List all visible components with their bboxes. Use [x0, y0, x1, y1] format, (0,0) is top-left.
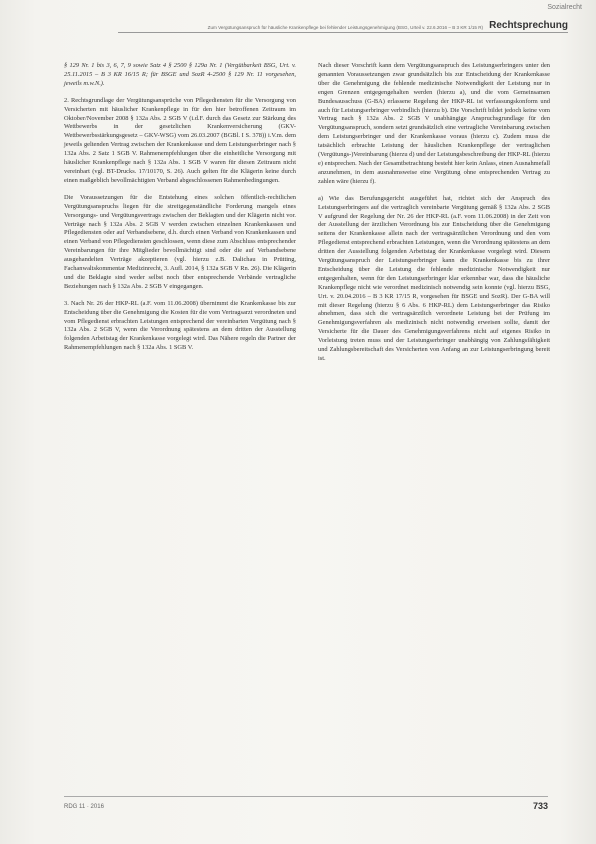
page-number: 733	[532, 801, 548, 811]
paragraph: Die Voraussetzungen für die Entstehung eines solchen öffentlich-rechtlichen Vergütungsanspruchs liegen für die streitgegenständliche Forderung mangels eines Versorgungs- und Vergütungsvertrags zwischen der Beklagten und der Klägerin nicht vor. Verträge nach § 132a Abs. 2 SGB V werden zwischen einzelnen Krankenkassen und Pflegediensten oder auf Verbandsebene, d.h. durch einen Verband von Krankenkassen und einen Verband von Pflegediensten geschlossen, wenn diese zum Abschluss entsprechender Vereinbarungen für ihre Mitglieder bevollmächtigt sind oder die auf Verbandsebene ausgehandelten Verträge akzeptieren (vgl. hierzu z.B. Dalichau in Prütting, Fachanwaltskommentar Medizinrecht, 3. Aufl. 2014, § 132a SGB V Rn. 26). Die Klägerin und die Beklagte sind weder selbst noch über entsprechende Verbände vertragliche Beziehungen nach § 132a Abs. 2 SGB V eingegangen.	[64, 193, 296, 290]
section-tag: Sozialrecht	[547, 4, 582, 11]
paragraph: 2. Rechtsgrundlage der Vergütungsansprüche von Pflegediensten für die Versorgung von Versicherten mit häuslicher Krankenpflege in für den hier betroffenen Zeitraum im Oktober/November 2008 § 132a Abs. 2 SGB V (i.d.F. durch das Gesetz zur Stärkung des Wettbewerbs in der gesetzlichen Krankenversicherung (GKV-Wettbewerbsstärkungsgesetz – GKV-WSG) vom 26.03.2007 (BGBl. I S. 378)) i.V.m. dem jeweils geltenden Vertrag zwischen der Krankenkasse und dem Leistungserbringer nach § 132a Abs. 2 Satz 1 SGB V. Rahmenempfehlungen über die einheitliche Versorgung mit häuslicher Krankenpflege nach § 132a Abs. 1 SGB V waren für diesen Zeitraum nicht vereinbart (vgl. BT-Drucks. 17/10170, S. 26). Auch gelten für die Klägerin keine durch einen maßgeblich bevollmächtigten Verband abgeschlossenen Rahmenbedingungen.	[64, 96, 296, 184]
right-column	[318, 62, 550, 372]
footer-rule	[64, 796, 548, 797]
header-subtitle: Zum Vergütungsanspruch für häusliche Krankenpflege bei fehlender Leistungsgenehmigung (BSG, Urteil v. 22.6.2016 – B 3 KR 1/15 R)	[207, 25, 484, 30]
left-column	[64, 62, 296, 361]
paragraph: Nach dieser Vorschrift kann dem Vergütungsanspruch des Leistungserbringers unter den genannten Voraussetzungen zwar grundsätzlich bis zur Entscheidung der Krankenkasse über die Genehmigung die fehlende medizinische Notwendigkeit der Leistung nur in engen Grenzen entgegengehalten werden (hierzu a), und die vom Gemeinsamen Bundesausschuss (G-BA) erlassene Regelung der HKP-RL ist verfassungskonform und auch für Leistungserbringer verbindlich (hierzu b). Die Vorschrift bildet jedoch keine vom Vertrag nach § 132a Abs. 2 SGB V unabhängige Anspruchsgrundlage für den Vergütungsanspruch, sondern setzt grundsätzlich eine vertragliche Vereinbarung zwischen dem Leistungserbringer und der Krankenkasse voraus (hierzu c). Zudem muss die tatsächlich erbrachte Leistung der häuslichen Krankenpflege der vertraglichen (Vergütungs-)Vereinbarung (hierzu d) und der Leistungsbeschreibung der HKP-RL (hierzu e) entsprechen. Nach der Gesamtbetrachtung besteht hier kein Anlass, einen Ausnahmefall anzunehmen, in dem ausnahmsweise eine Vergütung ohne entsprechenden Vertrag zu zahlen wäre (hierzu f).	[318, 62, 550, 185]
paragraph: 3. Nach Nr. 26 der HKP-RL (a.F. vom 11.06.2008) übernimmt die Krankenkasse bis zur Entscheidung über die Genehmigung die Kosten für die vom Vertragsarzt verordneten und vom Pflegedienst erbrachten Leistungen entsprechend der vereinbarten Vergütung nach § 132a Abs. 2 SGB V, wenn die Verordnung spätestens an dem dritten der Ausstellung folgenden Arbeitstag der Krankenkasse vorgelegt wird. Das Nähere regeln die Partner der Rahmenempfehlungen nach § 132a Abs. 1 SGB V.	[64, 299, 296, 352]
paragraph: § 129 Nr. 1 bis 3, 6, 7, 9 sowie Satz 4 § 2500 § 129a Nr. 1 (Vergütbarkeit BSG, Urt. v. 25.11.2015 – B 3 KR 16/15 R; für BSGE und SozR 4-2500 § 129 Nr. 11 vorgesehen, jeweils m.w.N.).	[64, 62, 296, 87]
running-header	[118, 18, 568, 33]
paragraph: a) Wie das Berufungsgericht ausgeführt hat, richtet sich der Anspruch des Leistungserbringers auf die vertraglich vereinbarte Vergütung gemäß § 132a Abs. 2 SGB V aufgrund der Regelung der Nr. 26 der HKP-RL (a.F. vom 11.06.2008) in der Zeit von der Ausstellung der ärztlichen Verordnung bis zur Entscheidung über die Genehmigung seitens der Krankenkasse allein nach der vertragsärztlichen Verordnung und den vom Pflegedienst entsprechend erbrachten Leistungen, wenn die Verordnung spätestens an dem dritten der Ausstellung folgenden Arbeitstag der Krankenkasse vorgelegt wird. Diesem Vergütungsanspruch der Leistungserbringer kann die Krankenkasse bis zu ihrer Entscheidung über die Leistung die fehlende medizinische Notwendigkeit nur entgegenhalten, wenn für den Leistungserbringer klar erkennbar war, dass die häusliche Krankenpflege nicht wie verordnet medizinisch notwendig sein konnte (vgl. hierzu BSG, Urt. v. 20.04.2016 – B 3 KR 17/15 R, vorgesehen für BSGE und SozR). Der G-BA will mit dieser Regelung (hierzu § 6 Abs. 6 HKP-RL) dem Leistungserbringer das Risiko abnehmen, dass sich die vertragsärztlich verordnete Leistung bei der Prüfung im Genehmigungsverfahren als medizinisch nicht notwendig erweisen sollte, damit der Versicherte für die Dauer des Genehmigungsverfahrens nicht auf eigenes Risiko in Vorleistung treten muss und der Leistungserbringer unabhängig von Zahlungsfähigkeit und Zahlungsbereitschaft des Versicherten von Anfang an zur Leistungserbringung bereit ist.	[318, 194, 550, 362]
footer-journal: RDG 11 · 2016	[64, 804, 104, 810]
header-title: Rechtsprechung	[489, 20, 568, 31]
